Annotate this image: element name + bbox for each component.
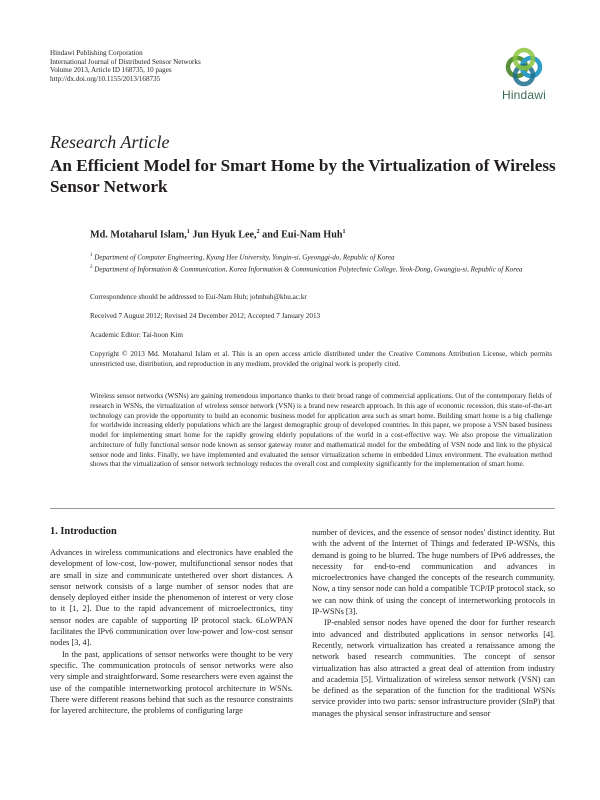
author-affil-sup: 1 — [186, 229, 190, 235]
body-column-right — [312, 527, 555, 719]
journal-name: International Journal of Distributed Sensor Networks — [50, 57, 201, 66]
academic-editor: Academic Editor: Tai-hoon Kim — [90, 331, 183, 339]
body-paragraph: Advances in wireless communications and electronics have enabled the development of low-cost, low-power, multifunctional sensor nodes that are small in size and communicate untethered over short distances. A sensor network consists of a large number of sensor nodes that are densely deployed either inside the phenomenon of interest or very close to it [1, 2]. Due to the rapid advancement of microelectronics, tiny sensor nodes are capable of supporting IP protocol stack. 6LoWPAN facilitates the IPv6 communication over low-power and low-cost sensor nodes [3, 4]. — [50, 548, 293, 648]
author-affil-sup: 1 — [342, 229, 346, 235]
publisher-name: Hindawi Publishing Corporation — [50, 49, 143, 57]
affiliation-sup: 1 — [90, 253, 93, 258]
hindawi-logo-text: Hindawi — [501, 88, 547, 102]
doi-link[interactable]: http://dx.doi.org/10.1155/2013/168735 — [50, 74, 161, 83]
affiliation-sup: 2 — [90, 265, 93, 270]
author-name: and Eui-Nam Huh — [262, 229, 343, 241]
section-heading: 1. Introduction — [50, 526, 117, 537]
body-paragraph: In the past, applications of sensor networks were thought to be very specific. The communication protocols of sensor networks were also very simple and straightforward. Some researchers were even against the use of the compatible internetworking protocol architecture in WSNs. There were different reasons behind that such as the resource constraints for layered architecture, the problems of configuring large — [50, 649, 293, 716]
affiliation — [90, 263, 540, 275]
correspondence: Correspondence should be addressed to Eui-Nam Huh; johnhuh@khu.ac.kr — [90, 293, 307, 301]
paper-title: An Efficient Model for Smart Home by the Virtualization of Wireless Sensor Network — [50, 156, 556, 196]
body-paragraph: number of devices, and the essence of sensor nodes' distinct identity. But with the advent of the Internet of Things and federated IP-WSNs, this demand is going to be blurred. The huge numbers of IPv6 addresses, the necessity for end-to-end communication and advances in microelectronics have changed the concepts of the research community. Now, a tiny sensor node can hold a compatible TCP/IP protocol stack, so we can now think of using the concept of internetworking protocols in IP-WSNs [3]. — [312, 528, 555, 617]
copyright-notice: Copyright © 2013 Md. Motaharul Islam et al. This is an open access article distributed under the Creative Commons Attribution License, which permits unrestricted use, distribution, and reproduction in any medium, provided the original work is properly cited. — [90, 350, 552, 368]
volume-info: Volume 2013, Article ID 168735, 10 pages — [50, 66, 172, 75]
publication-dates: Received 7 August 2012; Revised 24 December 2012; Accepted 7 January 2013 — [90, 312, 321, 320]
author-list — [90, 229, 346, 240]
author-affil-sup: 2 — [256, 229, 260, 235]
affiliation-text: Department of Information & Communication, Korea Information & Communication Polytechnic College, Yeok-Dong, Gwangju-si, Republic of Korea — [94, 265, 523, 274]
abstract: Wireless sensor networks (WSNs) are gaining tremendous importance thanks to their broad range of commercial applications. Out of the contemporary fields of research in WSNs, the virtualization of wireless sensor network (VSN) is a brand new research approach. In this age of economic recession, this state-of-the-art technology can provide the opportunity to build an economic business model for application area such as smart home. Building smart home is a big challenge for worldwide increasing elderly populations which are the largest demographic group of developed countries. In this paper, we propose a VSN based business model for implementing smart home for the rapidly growing elderly populations of the world in a cost-effective way. We also propose the virtualization architecture of fully functional sensor node known as sensor gateway router and mathematical model for the embedding of VSN node and link to the physical sensor node and links. Finally, we have implemented and evaluated the sensor virtualization scheme in embedded Linux environment. The evaluation method shows that the virtualization of sensor network technology reduces the overall cost and complexity significantly for the implementation of smart home. — [90, 392, 552, 469]
affiliation-text: Department of Computer Engineering, Kyung Hee University, Yongin-si, Gyeonggi-do, Republic of Korea — [94, 253, 395, 262]
author-name: Md. Motaharul Islam, — [90, 229, 187, 241]
article-type: Research Article — [50, 132, 170, 152]
body-paragraph: IP-enabled sensor nodes have opened the door for further research into advanced and distributed applications in sensor networks [4]. Recently, network virtualization has created a renaissance among the network based research communities. The concept of sensor virtualization has also attracted a great deal of attention from industry and academia [5]. Virtualization of wireless sensor network (VSN) can be defined as the separation of the function for the traditional WSNs service provider into two parts: sensor infrastructure provider (SInP) that manages the physical sensor infrastructure and sensor — [312, 618, 555, 718]
section-divider — [50, 508, 555, 509]
journal-header — [50, 49, 350, 83]
body-column-left — [50, 547, 293, 716]
author-name: Jun Hyuk Lee, — [192, 229, 257, 241]
affiliation — [90, 251, 540, 263]
